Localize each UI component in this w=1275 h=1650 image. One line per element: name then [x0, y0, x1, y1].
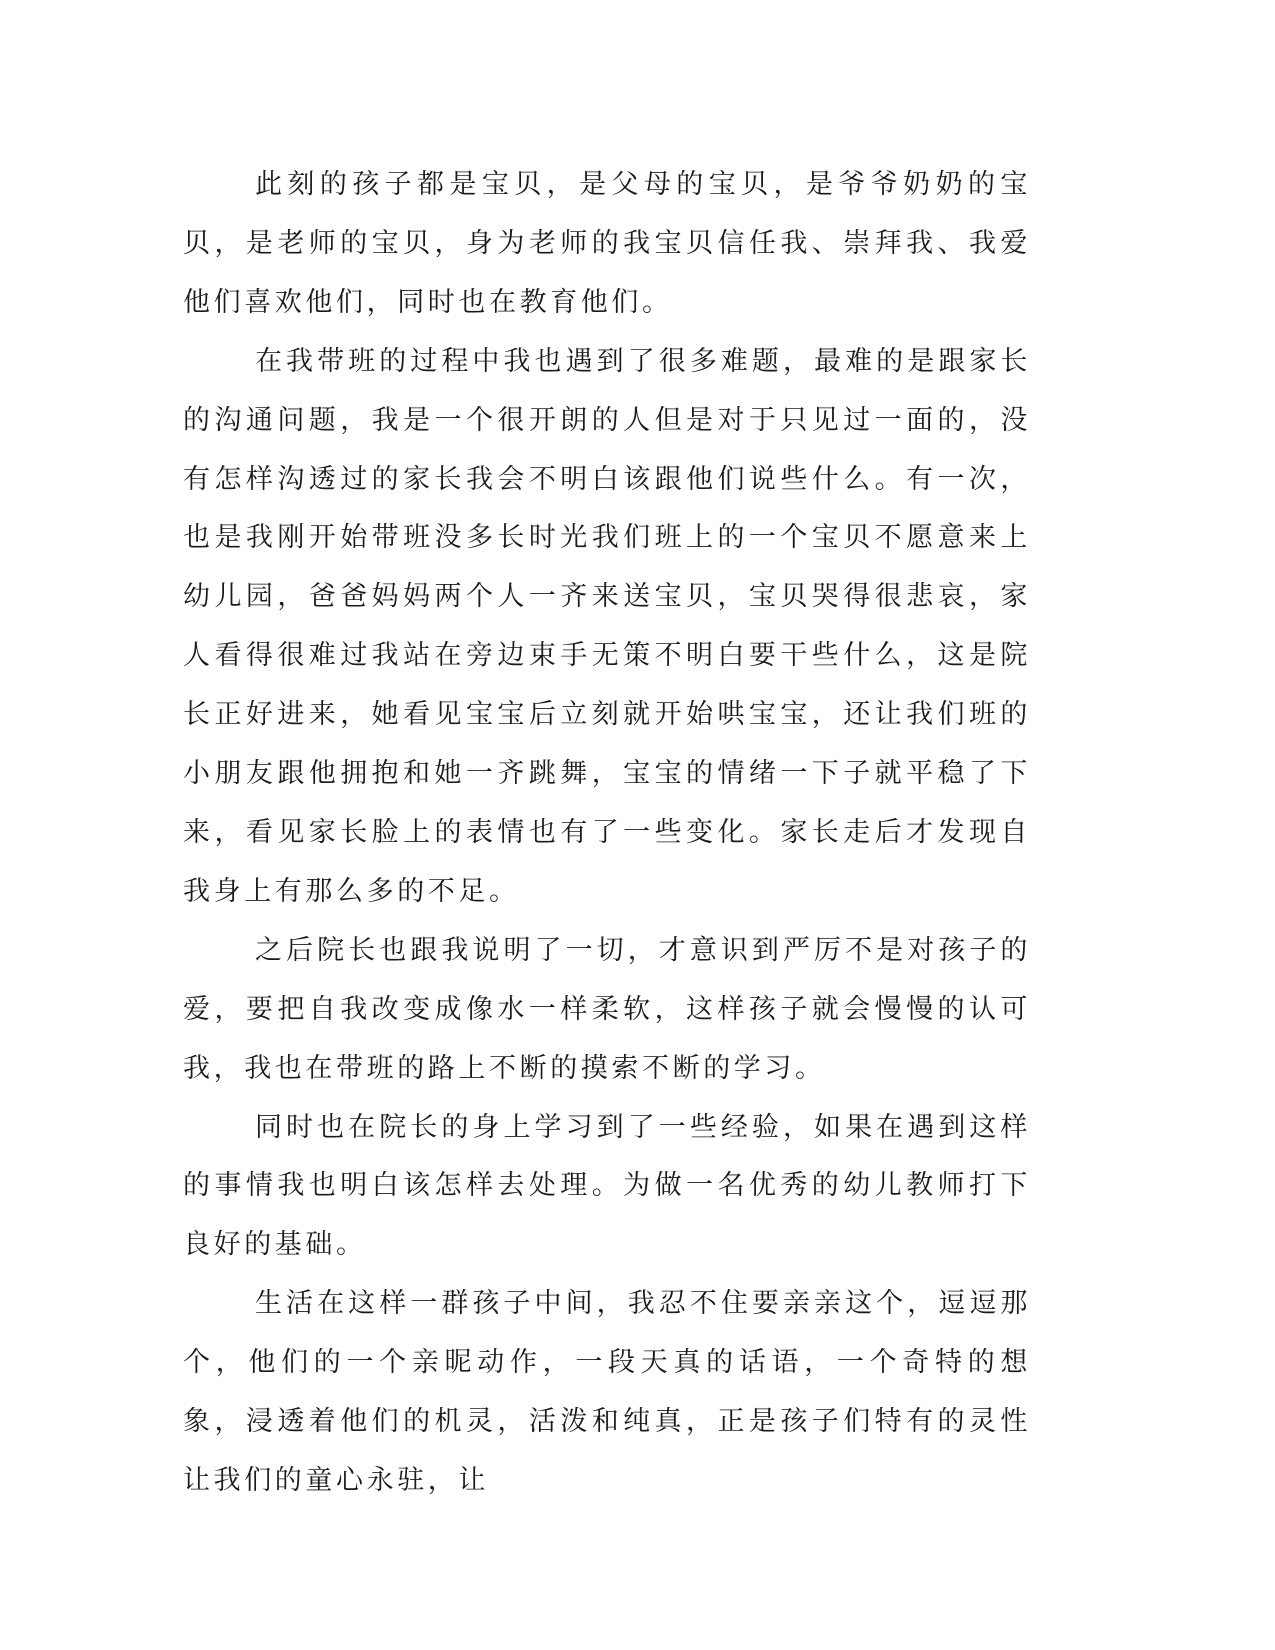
paragraph-5: 生活在这样一群孩子中间，我忍不住要亲亲这个，逗逗那个，他们的一个亲昵动作，一段天真的话语，一个奇特的想象，浸透着他们的机灵，活泼和纯真，正是孩子们特有的灵性让我们的童心永驻，让: [183, 1288, 1031, 1496]
paragraph-3: 之后院长也跟我说明了一切，才意识到严厉不是对孩子的爱，要把自我改变成像水一样柔软，这样孩子就会慢慢的认可我，我也在带班的路上不断的摸索不断的学习。: [183, 934, 1031, 1084]
paragraph-1: 此刻的孩子都是宝贝，是父母的宝贝，是爷爷奶奶的宝贝，是老师的宝贝，身为老师的我宝贝信任我、崇拜我、我爱他们喜欢他们，同时也在教育他们。: [183, 169, 1031, 318]
document-body: [183, 156, 1031, 1511]
paragraph-4: 同时也在院长的身上学习到了一些经验，如果在遇到这样的事情我也明白该怎样去处理。为做一名优秀的幼儿教师打下良好的基础。: [183, 1111, 1031, 1261]
paragraph-2: 在我带班的过程中我也遇到了很多难题，最难的是跟家长的沟通问题，我是一个很开朗的人但是对于只见过一面的，没有怎样沟透过的家长我会不明白该跟他们说些什么。有一次，也是我刚开始带班没多长时光我们班上的一个宝贝不愿意来上幼儿园，爸爸妈妈两个人一齐来送宝贝，宝贝哭得很悲哀，家人看得很难过我站在旁边束手无策不明白要干些什么，这是院长正好进来，她看见宝宝后立刻就开始哄宝宝，还让我们班的小朋友跟他拥抱和她一齐跳舞，宝宝的情绪一下子就平稳了下来，看见家长脸上的表情也有了一些变化。家长走后才发现自我身上有那么多的不足。: [183, 345, 1031, 907]
